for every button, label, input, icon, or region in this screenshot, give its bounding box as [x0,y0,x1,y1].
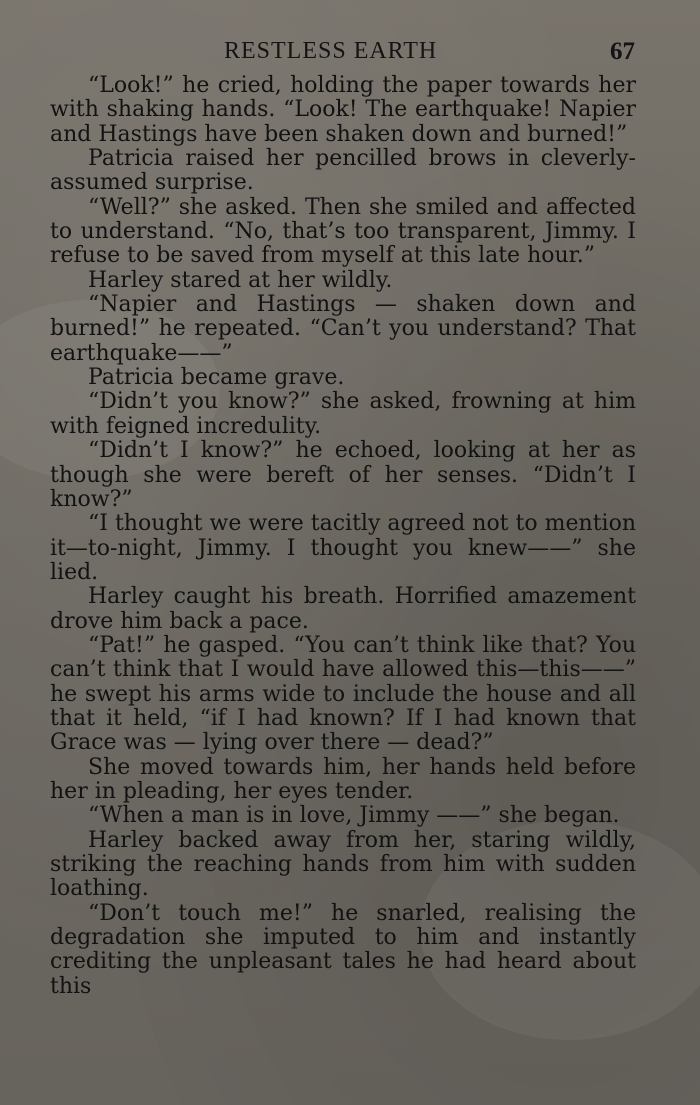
paragraph: “Don’t touch me!” he snarled, realising the degradation she imputed to him and instantly crediting the unpleasant tales he had heard about this [50,900,636,999]
paragraph: “Napier and Hastings — shaken down and burned!” he repeated. “Can’t you understand? That earthquake——” [50,292,636,366]
paragraph: “When a man is in love, Jimmy ——” she began. [88,803,620,829]
paragraph: Patricia became grave. [88,365,345,391]
paragraph: Harley stared at her wildly. [88,267,393,293]
body-text [50,74,636,999]
paragraph: Harley caught his breath. Horrified amazement drove him back a pace. [50,584,636,634]
page-number: 67 [610,38,635,65]
page-header [0,38,700,72]
paragraph: Patricia raised her pencilled brows in cleverly-assumed surprise. [50,146,636,196]
paragraph: “Didn’t you know?” she asked, frowning at him with feigned incredulity. [50,389,636,439]
paragraph: “Look!” he cried, holding the paper towards her with shaking hands. “Look! The earthquake! Napier and Hastings have been shaken down and burned!” [50,73,636,147]
paragraph: “Pat!” he gasped. “You can’t think like that? You can’t think that I would have allowed this—this——” he swept his arms wide to include the house and all that it held, “if I had known? If I had known that Grace was — lying over there — dead?” [50,632,636,756]
paragraph: Harley backed away from her, staring wildly, striking the reaching hands from him with sudden loathing. [50,827,636,902]
running-title: RESTLESS EARTH [224,38,438,64]
paragraph: “Well?” she asked. Then she smiled and affected to understand. “No, that’s too transparent, Jimmy. I refuse to be saved from myself at this late hour.” [50,194,636,269]
paragraph: She moved towards him, her hands held before her in pleading, her eyes tender. [50,754,636,804]
paragraph: “Didn’t I know?” he echoed, looking at her as though she were bereft of her senses. “Didn’t I know?” [50,438,636,512]
paragraph: “I thought we were tacitly agreed not to mention it—to-night, Jimmy. I thought you knew——” she lied. [50,511,636,585]
